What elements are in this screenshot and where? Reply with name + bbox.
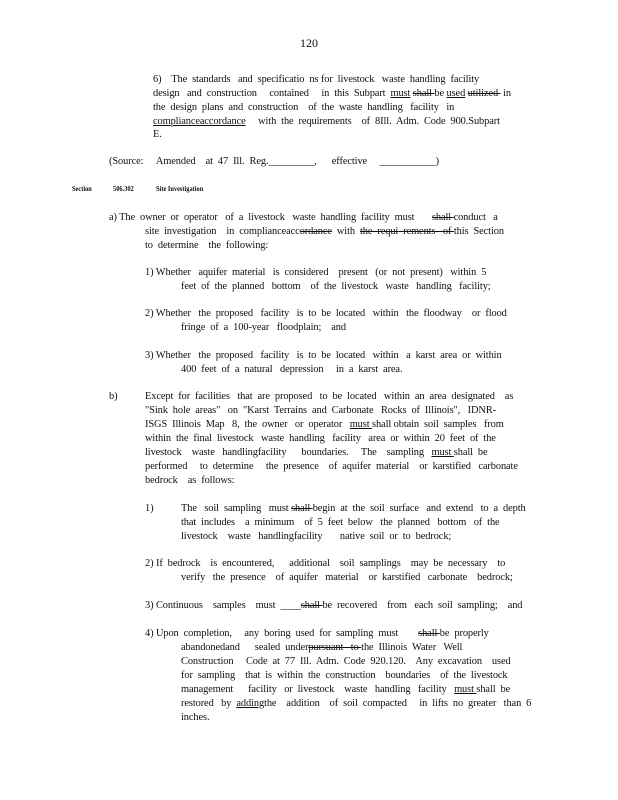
item-b-line4: within the final livestock waste handling facility area or within 20 feet of the bbox=[145, 433, 496, 444]
item-b1-line1: The soil sampling must shall begin at the soil surface and extend to a depth bbox=[181, 503, 526, 514]
item-b3-line1: 3) Continuous samples must ____shall be recovered from each soil sampling; and bbox=[145, 600, 523, 611]
page-number: 120 bbox=[300, 36, 318, 50]
item-a1-line2: feet of the planned bottom of the livestock waste handling facility; bbox=[181, 281, 491, 292]
item-a3-line2: 400 feet of a natural depression in a karst area. bbox=[181, 364, 403, 375]
item-b1-line3: livestock waste handlingfacility native soil or to bedrock; bbox=[181, 531, 452, 542]
section-title: Site Investigation bbox=[156, 184, 204, 193]
item-b4-line4: for sampling that is within the construction boundaries of the livestock bbox=[181, 670, 508, 681]
item-b-line1: Except for facilities that are proposed to be located within an area designated as bbox=[145, 391, 514, 402]
item-b4-line5: management facility or livestock waste handling facility must shall be bbox=[181, 684, 511, 695]
para6-line3: the design plans and construction of the waste handling facility in bbox=[153, 102, 455, 113]
item-b2-line1: 2) If bedrock is encountered, additional soil samplings may be necessary to bbox=[145, 558, 506, 569]
item-a-line2: site investigation in complianceaccordance with the requi rements of this Section bbox=[145, 226, 504, 237]
item-b-line7: bedrock as follows: bbox=[145, 475, 235, 486]
item-b2-line2: verify the presence of aquifer material or karstified carbonate bedrock; bbox=[181, 572, 513, 583]
para6-line5: E. bbox=[153, 129, 162, 140]
item-b-label: b) bbox=[109, 391, 118, 402]
item-a-line1: a) The owner or operator of a livestock waste handling facility must shall conduct a bbox=[109, 212, 498, 223]
para6-line4: complianceaccordance with the requirements of 8Ill. Adm. Code 900.Subpart bbox=[153, 116, 500, 127]
item-a1-line1: 1) Whether aquifer material is considered present (or not present) within 5 bbox=[145, 267, 487, 278]
item-b-line3: ISGS Illinois Map 8, the owner or operator must shall obtain soil samples from bbox=[145, 419, 504, 430]
item-b-line2: "Sink hole areas" on "Karst Terrains and Carbonate Rocks of Illinois", IDNR- bbox=[145, 405, 497, 416]
item-b4-line3: Construction Code at 77 Ill. Adm. Code 920.120. Any excavation used bbox=[181, 656, 511, 667]
item-b4-line7: inches. bbox=[181, 712, 210, 723]
item-b4-line2: abandonedand sealed underpursuant to the Illinois Water Well bbox=[181, 642, 463, 653]
item-b1-label: 1) bbox=[145, 503, 154, 514]
section-number: 506.302 bbox=[113, 184, 134, 193]
item-a-line3: to determine the following: bbox=[145, 240, 269, 251]
item-a2-line2: fringe of a 100-year floodplain; and bbox=[181, 322, 346, 333]
para6-line2: design and construction contained in this Subpart must shall be used utilized in bbox=[153, 88, 511, 99]
source-line: (Source: Amended at 47 Ill. Reg._________, effective ___________) bbox=[109, 156, 439, 167]
item-b4-line1: 4) Upon completion, any boring used for sampling must shall be properly bbox=[145, 628, 489, 639]
item-a3-line1: 3) Whether the proposed facility is to be located within a karst area or within bbox=[145, 350, 502, 361]
item-b-line6: performed to determine the presence of aquifer material or karstified carbonate bbox=[145, 461, 518, 472]
item-b4-line6: restored by addingthe addition of soil compacted in lifts no greater than 6 bbox=[181, 698, 532, 709]
para6-line1: 6) The standards and specificatio ns for livestock waste handling facility bbox=[153, 74, 480, 85]
item-a2-line1: 2) Whether the proposed facility is to be located within the floodway or flood bbox=[145, 308, 507, 319]
item-b1-line2: that includes a minimum of 5 feet below the planned bottom of the bbox=[181, 517, 500, 528]
item-b-line5: livestock waste handlingfacility boundaries. The sampling must shall be bbox=[145, 447, 488, 458]
section-label: Section bbox=[72, 184, 92, 193]
